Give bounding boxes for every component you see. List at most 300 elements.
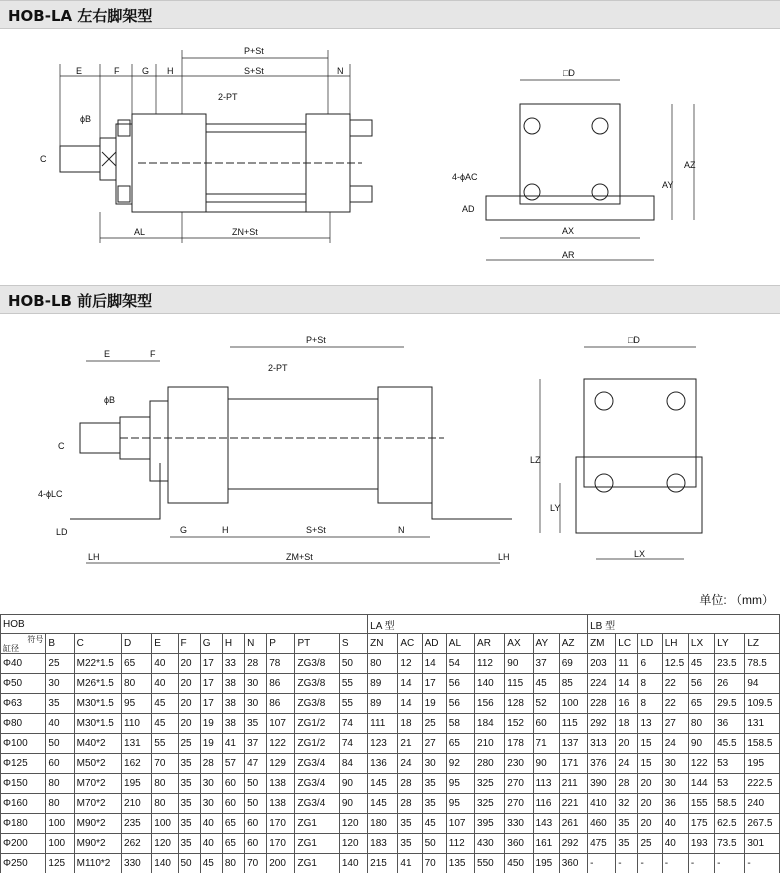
table-cell: 460 [588, 814, 616, 834]
table-cell: 161 [533, 834, 559, 854]
table-cell: 24 [398, 754, 422, 774]
la-section-title: HOB-LA 左右脚架型 [8, 7, 153, 25]
table-cell: 80 [152, 794, 178, 814]
table-cell: 27 [662, 714, 688, 734]
table-cell: 143 [533, 814, 559, 834]
la-label-zn-st: ZN+St [232, 227, 258, 237]
table-cell: 35 [616, 814, 638, 834]
table-cell: 30 [662, 774, 688, 794]
table-cell: 131 [745, 714, 780, 734]
table-cell: 47 [245, 754, 267, 774]
col-header: AL [446, 634, 474, 654]
table-cell: 180 [368, 814, 398, 834]
table-cell: 20 [178, 694, 200, 714]
table-cell: M70*2 [74, 774, 121, 794]
col-header: LZ [745, 634, 780, 654]
table-cell: 80 [152, 774, 178, 794]
table-cell: M30*1.5 [74, 694, 121, 714]
table-row [1, 734, 780, 754]
table-cell: 60 [222, 794, 244, 814]
table-cell: 11 [616, 654, 638, 674]
lb-tube [228, 399, 378, 489]
table-cell: 89 [368, 694, 398, 714]
table-cell: ZG3/8 [295, 694, 339, 714]
table-cell: ZG1/2 [295, 734, 339, 754]
lb-label-f: F [150, 349, 156, 359]
table-cell: 53 [715, 774, 745, 794]
lb-label-d: □D [628, 335, 640, 345]
lb-rod-end [80, 423, 120, 453]
la-label-s-st: S+St [244, 66, 264, 76]
la-label-ar: AR [562, 250, 575, 260]
table-cell: 140 [152, 854, 178, 873]
table-cell: 140 [339, 854, 367, 873]
table-cell: 6 [638, 654, 662, 674]
col-header: C [74, 634, 121, 654]
table-cell: 40 [152, 674, 178, 694]
table-cell: 30 [422, 754, 446, 774]
col-header: P [267, 634, 295, 654]
table-cell: 71 [533, 734, 559, 754]
lb-label-n: N [398, 525, 405, 535]
table-row [1, 714, 780, 734]
table-cell: 90 [339, 794, 367, 814]
table-cell: 140 [475, 674, 505, 694]
table-cell: 56 [688, 674, 714, 694]
table-cell: 100 [559, 694, 587, 714]
table-cell: Φ160 [1, 794, 46, 814]
spec-table [0, 614, 780, 873]
table-cell: 390 [588, 774, 616, 794]
table-cell: ZG1 [295, 834, 339, 854]
table-cell: 193 [688, 834, 714, 854]
table-cell: 270 [505, 774, 533, 794]
table-cell: 86 [267, 674, 295, 694]
table-cell: 270 [505, 794, 533, 814]
table-cell: 22 [662, 694, 688, 714]
table-cell: 17 [422, 674, 446, 694]
table-cell: 19 [200, 734, 222, 754]
col-header: E [152, 634, 178, 654]
table-cell: 28 [200, 754, 222, 774]
table-cell: 235 [122, 814, 152, 834]
table-cell: 30 [46, 674, 74, 694]
col-header: N [245, 634, 267, 654]
la-label-p-st: P+St [244, 46, 264, 56]
table-cell: ZG1/2 [295, 714, 339, 734]
table-cell: 14 [398, 694, 422, 714]
table-cell: - [662, 854, 688, 873]
lb-feet [70, 463, 512, 519]
la-label-f: F [114, 66, 120, 76]
col-header: ZM [588, 634, 616, 654]
table-cell: 210 [122, 794, 152, 814]
table-cell: 292 [588, 714, 616, 734]
lb-side-foot [576, 457, 702, 533]
table-cell: 60 [222, 774, 244, 794]
table-cell: 330 [122, 854, 152, 873]
la-label-ac: 4-ϕAC [452, 172, 478, 182]
table-cell: 70 [422, 854, 446, 873]
table-cell: 62.5 [715, 814, 745, 834]
col-header: F [178, 634, 200, 654]
table-cell: 30 [245, 674, 267, 694]
lb-label-g: G [180, 525, 188, 535]
lb-label-e: E [104, 349, 111, 359]
table-cell: 261 [559, 814, 587, 834]
table-cell: 65 [222, 814, 244, 834]
table-cell: 95 [446, 774, 474, 794]
table-cell: 195 [745, 754, 780, 774]
table-cell: 107 [446, 814, 474, 834]
table-cell: 57 [222, 754, 244, 774]
table-cell: 65 [222, 834, 244, 854]
table-cell: 30 [245, 694, 267, 714]
table-cell: 40 [46, 714, 74, 734]
table-cell: 100 [46, 814, 74, 834]
table-cell: 430 [475, 834, 505, 854]
table-cell: 50 [178, 854, 200, 873]
table-cell: 45 [152, 694, 178, 714]
table-cell: 37 [533, 654, 559, 674]
table-cell: 38 [222, 694, 244, 714]
la-label-g: G [142, 66, 150, 76]
table-cell: 28 [616, 774, 638, 794]
table-cell: 14 [422, 654, 446, 674]
la-label-c: C [40, 154, 47, 164]
table-cell: 41 [398, 854, 422, 873]
lb-label-lz: LZ [530, 455, 541, 465]
table-cell: 45 [533, 674, 559, 694]
lb-rear-cover [378, 387, 432, 503]
table-cell: 35 [398, 814, 422, 834]
table-cell: M90*2 [74, 834, 121, 854]
lb-label-c: C [58, 441, 65, 451]
table-cell: 18 [398, 714, 422, 734]
diag-header: 符号 缸径 [1, 634, 46, 654]
table-cell: 325 [475, 774, 505, 794]
table-cell: 45 [200, 854, 222, 873]
table-cell: 8 [638, 694, 662, 714]
table-cell: 115 [505, 674, 533, 694]
table-cell: Φ180 [1, 814, 46, 834]
table-cell: ZG3/4 [295, 754, 339, 774]
table-cell: 45 [422, 814, 446, 834]
col-header: LD [638, 634, 662, 654]
table-cell: 12 [398, 654, 422, 674]
table-row [1, 794, 780, 814]
la-label-h: H [167, 66, 174, 76]
table-cell: ZG3/4 [295, 774, 339, 794]
table-cell: 267.5 [745, 814, 780, 834]
table-cell: M26*1.5 [74, 674, 121, 694]
table-cell: 20 [178, 674, 200, 694]
table-cell: 325 [475, 794, 505, 814]
lb-label-lh-left: LH [88, 552, 100, 562]
table-cell: 41 [222, 734, 244, 754]
table-cell: 95 [446, 794, 474, 814]
table-cell: 29.5 [715, 694, 745, 714]
table-cell: 155 [688, 794, 714, 814]
col-header: ZN [368, 634, 398, 654]
table-cell: 170 [267, 834, 295, 854]
table-cell: 56 [446, 694, 474, 714]
table-cell: 50 [339, 654, 367, 674]
table-cell: 55 [339, 674, 367, 694]
table-cell: 360 [559, 854, 587, 873]
table-cell: 90 [339, 774, 367, 794]
table-cell: - [688, 854, 714, 873]
table-cell: 15 [638, 754, 662, 774]
table-cell: 45.5 [715, 734, 745, 754]
col-header: G [200, 634, 222, 654]
lb-label-lh-right: LH [498, 552, 510, 562]
table-cell: 211 [559, 774, 587, 794]
table-cell: 25 [638, 834, 662, 854]
table-cell: 80 [368, 654, 398, 674]
table-cell: 20 [638, 794, 662, 814]
table-cell: 56 [446, 674, 474, 694]
table-cell: 156 [475, 694, 505, 714]
table-cell: 26 [715, 674, 745, 694]
table-cell: 138 [267, 794, 295, 814]
la-label-b: ϕB [80, 114, 92, 124]
table-cell: 200 [267, 854, 295, 873]
table-cell: 450 [505, 854, 533, 873]
table-cell: 20 [638, 814, 662, 834]
table-cell: 17 [200, 654, 222, 674]
group-la: LA 型 [368, 615, 588, 634]
table-cell: Φ40 [1, 654, 46, 674]
table-cell: Φ200 [1, 834, 46, 854]
table-cell: 228 [588, 694, 616, 714]
table-cell: 80 [46, 794, 74, 814]
table-cell: 158.5 [745, 734, 780, 754]
la-label-al: AL [134, 227, 146, 237]
table-cell: 262 [122, 834, 152, 854]
table-cell: 128 [505, 694, 533, 714]
table-cell: 145 [368, 794, 398, 814]
table-cell: 301 [745, 834, 780, 854]
table-cell: 38 [222, 714, 244, 734]
table-cell: 19 [422, 694, 446, 714]
table-cell: 35 [245, 714, 267, 734]
table-cell: Φ50 [1, 674, 46, 694]
table-cell: 14 [398, 674, 422, 694]
table-cell: 78 [267, 654, 295, 674]
table-cell: 45 [688, 654, 714, 674]
table-cell: 184 [475, 714, 505, 734]
table-cell: 313 [588, 734, 616, 754]
table-cell: 330 [505, 814, 533, 834]
table-cell: 50 [422, 834, 446, 854]
table-cell: ZG3/8 [295, 674, 339, 694]
table-cell: Φ250 [1, 854, 46, 873]
table-row [1, 774, 780, 794]
table-cell: 25 [422, 714, 446, 734]
table-cell: M110*2 [74, 854, 121, 873]
col-header: AD [422, 634, 446, 654]
table-cell: 13 [638, 714, 662, 734]
col-header: LX [688, 634, 714, 654]
table-cell: 138 [267, 774, 295, 794]
la-side-foot [486, 196, 654, 220]
table-cell: 110 [122, 714, 152, 734]
table-cell: - [715, 854, 745, 873]
table-cell: 35 [178, 774, 200, 794]
table-cell: 18 [616, 714, 638, 734]
lb-label-lc: 4-ϕLC [38, 489, 63, 499]
table-cell: 35 [178, 834, 200, 854]
table-cell: 80 [688, 714, 714, 734]
table-cell: 12.5 [662, 654, 688, 674]
table-cell: 292 [559, 834, 587, 854]
table-cell: 45 [152, 714, 178, 734]
col-header: S [339, 634, 367, 654]
la-label-n: N [337, 66, 344, 76]
table-cell: 112 [475, 654, 505, 674]
table-cell: 162 [122, 754, 152, 774]
table-cell: M22*1.5 [74, 654, 121, 674]
table-cell: 120 [339, 834, 367, 854]
table-cell: 195 [122, 774, 152, 794]
table-cell: 113 [533, 774, 559, 794]
table-cell: 550 [475, 854, 505, 873]
lb-label-lx: LX [634, 549, 646, 559]
table-cell: 109.5 [745, 694, 780, 714]
table-cell: 40 [200, 814, 222, 834]
table-cell: 230 [505, 754, 533, 774]
lb-label-ld: LD [56, 527, 68, 537]
table-cell: 23.5 [715, 654, 745, 674]
table-cell: 80 [222, 854, 244, 873]
col-header: PT [295, 634, 339, 654]
table-cell: 224 [588, 674, 616, 694]
table-cell: ZG3/8 [295, 654, 339, 674]
table-cell: 144 [688, 774, 714, 794]
table-cell: 17 [200, 694, 222, 714]
col-header: AZ [559, 634, 587, 654]
table-cell: 112 [446, 834, 474, 854]
table-cell: 131 [122, 734, 152, 754]
table-cell: M40*2 [74, 734, 121, 754]
table-cell: 178 [505, 734, 533, 754]
col-header: LH [662, 634, 688, 654]
la-drawings [0, 28, 780, 284]
table-cell: - [616, 854, 638, 873]
table-cell: 475 [588, 834, 616, 854]
lb-label-p-st: P+St [306, 335, 326, 345]
table-cell: 40 [152, 654, 178, 674]
col-header: LC [616, 634, 638, 654]
table-cell: 28 [245, 654, 267, 674]
table-row [1, 754, 780, 774]
table-cell: 122 [688, 754, 714, 774]
table-cell: 80 [46, 774, 74, 794]
table-cell: ZG1 [295, 854, 339, 873]
table-cell: 90 [533, 754, 559, 774]
table-cell: 35 [178, 794, 200, 814]
table-cell: 135 [446, 854, 474, 873]
table-cell: 35 [178, 754, 200, 774]
table-cell: Φ80 [1, 714, 46, 734]
table-cell: 35 [422, 774, 446, 794]
table-cell: 33 [222, 654, 244, 674]
table-cell: 14 [616, 674, 638, 694]
table-cell: 25 [178, 734, 200, 754]
table-cell: 107 [267, 714, 295, 734]
table-cell: 60 [245, 834, 267, 854]
table-cell: 70 [245, 854, 267, 873]
table-cell: 50 [46, 734, 74, 754]
table-cell: 65 [688, 694, 714, 714]
table-cell: 17 [200, 674, 222, 694]
table-cell: 53 [715, 754, 745, 774]
lb-label-pt: 2-PT [268, 363, 288, 373]
table-cell: ZG1 [295, 814, 339, 834]
table-cell: 376 [588, 754, 616, 774]
table-cell: 221 [559, 794, 587, 814]
la-rod-end [60, 146, 100, 172]
table-cell: 92 [446, 754, 474, 774]
table-cell: M50*2 [74, 754, 121, 774]
la-label-d: □D [563, 68, 575, 78]
table-cell: 183 [368, 834, 398, 854]
table-cell: 30 [200, 794, 222, 814]
table-cell: 152 [505, 714, 533, 734]
table-cell: 84 [339, 754, 367, 774]
table-cell: 69 [559, 654, 587, 674]
table-cell: Φ100 [1, 734, 46, 754]
la-label-ax: AX [562, 226, 575, 236]
table-cell: 120 [152, 834, 178, 854]
lb-section-bar [0, 285, 780, 314]
col-header: B [46, 634, 74, 654]
table-cell: 60 [46, 754, 74, 774]
table-cell: M90*2 [74, 814, 121, 834]
table-cell: 55 [339, 694, 367, 714]
lb-label-h: H [222, 525, 229, 535]
table-cell: 52 [533, 694, 559, 714]
table-cell: 100 [46, 834, 74, 854]
table-cell: 58 [446, 714, 474, 734]
table-cell: 21 [398, 734, 422, 754]
lb-side-body [584, 379, 696, 487]
table-row [1, 814, 780, 834]
col-header: AC [398, 634, 422, 654]
la-label-ay: AY [662, 180, 674, 190]
lb-label-b: ϕB [104, 395, 116, 405]
group-hob: HOB [1, 615, 368, 634]
table-cell: M70*2 [74, 794, 121, 814]
table-cell: 65 [122, 654, 152, 674]
table-cell: 28 [398, 774, 422, 794]
table-cell: 32 [616, 794, 638, 814]
table-cell: 90 [505, 654, 533, 674]
table-cell: 122 [267, 734, 295, 754]
table-cell: 94 [745, 674, 780, 694]
table-cell: - [745, 854, 780, 873]
table-cell: 145 [368, 774, 398, 794]
table-cell: 215 [368, 854, 398, 873]
la-label-ad: AD [462, 204, 475, 214]
lb-label-zm-st: ZM+St [286, 552, 313, 562]
table-cell: 27 [422, 734, 446, 754]
table-cell: 38 [222, 674, 244, 694]
table-cell: 120 [339, 814, 367, 834]
table-cell: 35 [178, 814, 200, 834]
table-cell: 240 [745, 794, 780, 814]
